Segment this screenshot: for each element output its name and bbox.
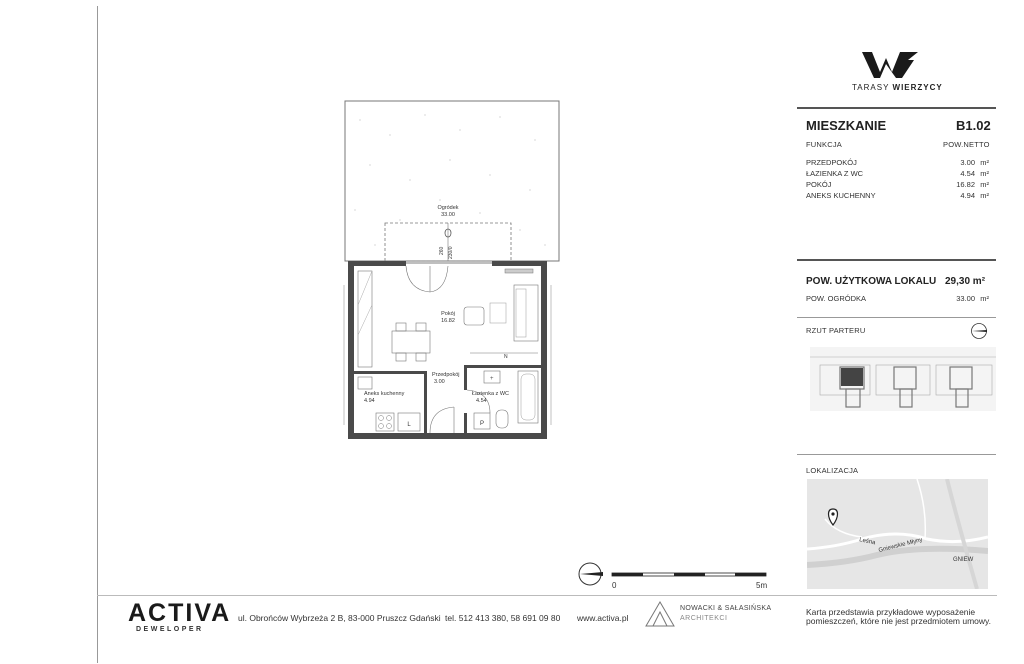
total-area-label: POW. UŻYTKOWA LOKALU <box>806 276 937 287</box>
room-unit: m² <box>980 158 989 167</box>
room-unit: m² <box>980 180 989 189</box>
apartment-code: B1.02 <box>956 118 991 133</box>
divider-location <box>797 454 996 455</box>
divider-plan <box>797 317 996 318</box>
kitchen-counter-upper <box>358 271 372 367</box>
svg-text:+: + <box>490 376 494 382</box>
room-unit: m² <box>980 191 989 200</box>
room-aneks-area: 4.94 <box>364 398 375 404</box>
garden-unit: m² <box>980 294 989 303</box>
project-name-light: TARASY <box>852 83 890 92</box>
garden-value: 33.00 <box>956 294 975 303</box>
total-area-value: 29,30 m² <box>945 276 986 287</box>
door-swing-left <box>406 266 430 292</box>
disclaimer-line2: pomieszczeń, które nie jest przedmiotem umowy. <box>806 616 992 626</box>
key-plan <box>810 347 996 411</box>
room-unit: m² <box>980 169 989 178</box>
dining-table <box>392 323 430 361</box>
garden-label: POW. OGRÓDKA <box>806 294 867 303</box>
tarasy-logo-icon <box>862 50 920 80</box>
architects-logo-icon <box>644 600 676 628</box>
room-area: 4.54 <box>960 169 975 178</box>
room-name: ANEKS KUCHENNY <box>806 191 876 200</box>
frame-bottom-border <box>97 595 997 596</box>
room-name: POKÓJ <box>806 180 832 189</box>
footer-web[interactable]: www.activa.pl <box>577 613 629 623</box>
location-label: LOKALIZACJA <box>806 466 859 475</box>
coffee-table <box>490 303 506 323</box>
sink <box>358 377 372 389</box>
frame-left-border <box>97 6 98 663</box>
col-function-header: FUNKCJA <box>806 140 842 149</box>
wc-mark: P <box>479 421 485 427</box>
entrance-door-swing <box>430 407 454 433</box>
room-name: ŁAZIENKA Z WC <box>806 169 864 178</box>
walls <box>348 261 547 439</box>
garden-name: Ogródek <box>437 205 459 211</box>
col-area-header: POW.NETTO <box>943 140 990 149</box>
door-swing-right <box>430 266 448 292</box>
room-area: 4.94 <box>960 191 975 200</box>
room-pokoj-name: Pokój <box>441 311 455 317</box>
location-map <box>807 479 988 589</box>
garden-outline <box>345 101 559 261</box>
north-mark: N <box>504 354 508 360</box>
architects-sub: ARCHITEKCI <box>680 615 728 622</box>
project-name <box>852 83 943 92</box>
scale-end: 5m <box>756 581 768 590</box>
compass-icon <box>970 322 990 340</box>
footer-address: ul. Obrońców Wybrzeża 2 B, 83-000 Pruszcz Gdański <box>238 613 441 623</box>
armchair <box>464 307 484 325</box>
dim-label-1: 260 <box>439 246 445 255</box>
activa-logo-sub: DEWELOPER <box>136 626 204 633</box>
room-area: 16.82 <box>956 180 975 189</box>
map-label-road1: Leśna <box>858 537 876 547</box>
floor-plan <box>330 95 560 450</box>
map-label-road2: Gniewskie Młyny <box>878 537 924 554</box>
activa-logo: ACTIVA <box>128 599 232 627</box>
fridge-mark: L <box>407 422 411 428</box>
room-area: 3.00 <box>960 158 975 167</box>
divider-total <box>797 259 996 261</box>
garden-area: 33.00 <box>441 212 455 218</box>
room-lazienka-name: Łazienka z WC <box>472 391 509 397</box>
toilet <box>496 410 508 428</box>
scale-bar <box>576 560 776 592</box>
divider-top <box>797 107 996 109</box>
cooktop <box>376 413 394 431</box>
apartment-title: MIESZKANIE <box>806 118 887 133</box>
key-plan-highlight <box>841 368 863 386</box>
ground-plan-label: RZUT PARTERU <box>806 326 866 335</box>
room-przedpokoj-area: 3.00 <box>434 379 445 385</box>
garden-texture <box>354 114 545 245</box>
room-name: PRZEDPOKÓJ <box>806 158 857 167</box>
disclaimer-line1: Karta przedstawia przykładowe wyposażenie <box>806 607 976 617</box>
map-label-town: GNIEW <box>953 557 974 563</box>
room-lazienka-area: 4.54 <box>476 398 487 404</box>
scale-start: 0 <box>612 581 617 590</box>
dim-label-2: 230/0 <box>448 246 454 259</box>
room-aneks-name: Aneks kuchenny <box>364 391 405 397</box>
footer-phone: tel. 512 413 380, 58 691 09 80 <box>445 613 561 623</box>
room-przedpokoj-name: Przedpokój <box>432 372 460 378</box>
project-name-bold: WIERZYCY <box>892 83 943 92</box>
room-pokoj-area: 16.82 <box>441 318 455 324</box>
architects-name: NOWACKI & SAŁASIŃSKA <box>680 605 772 612</box>
radiator <box>505 269 533 273</box>
